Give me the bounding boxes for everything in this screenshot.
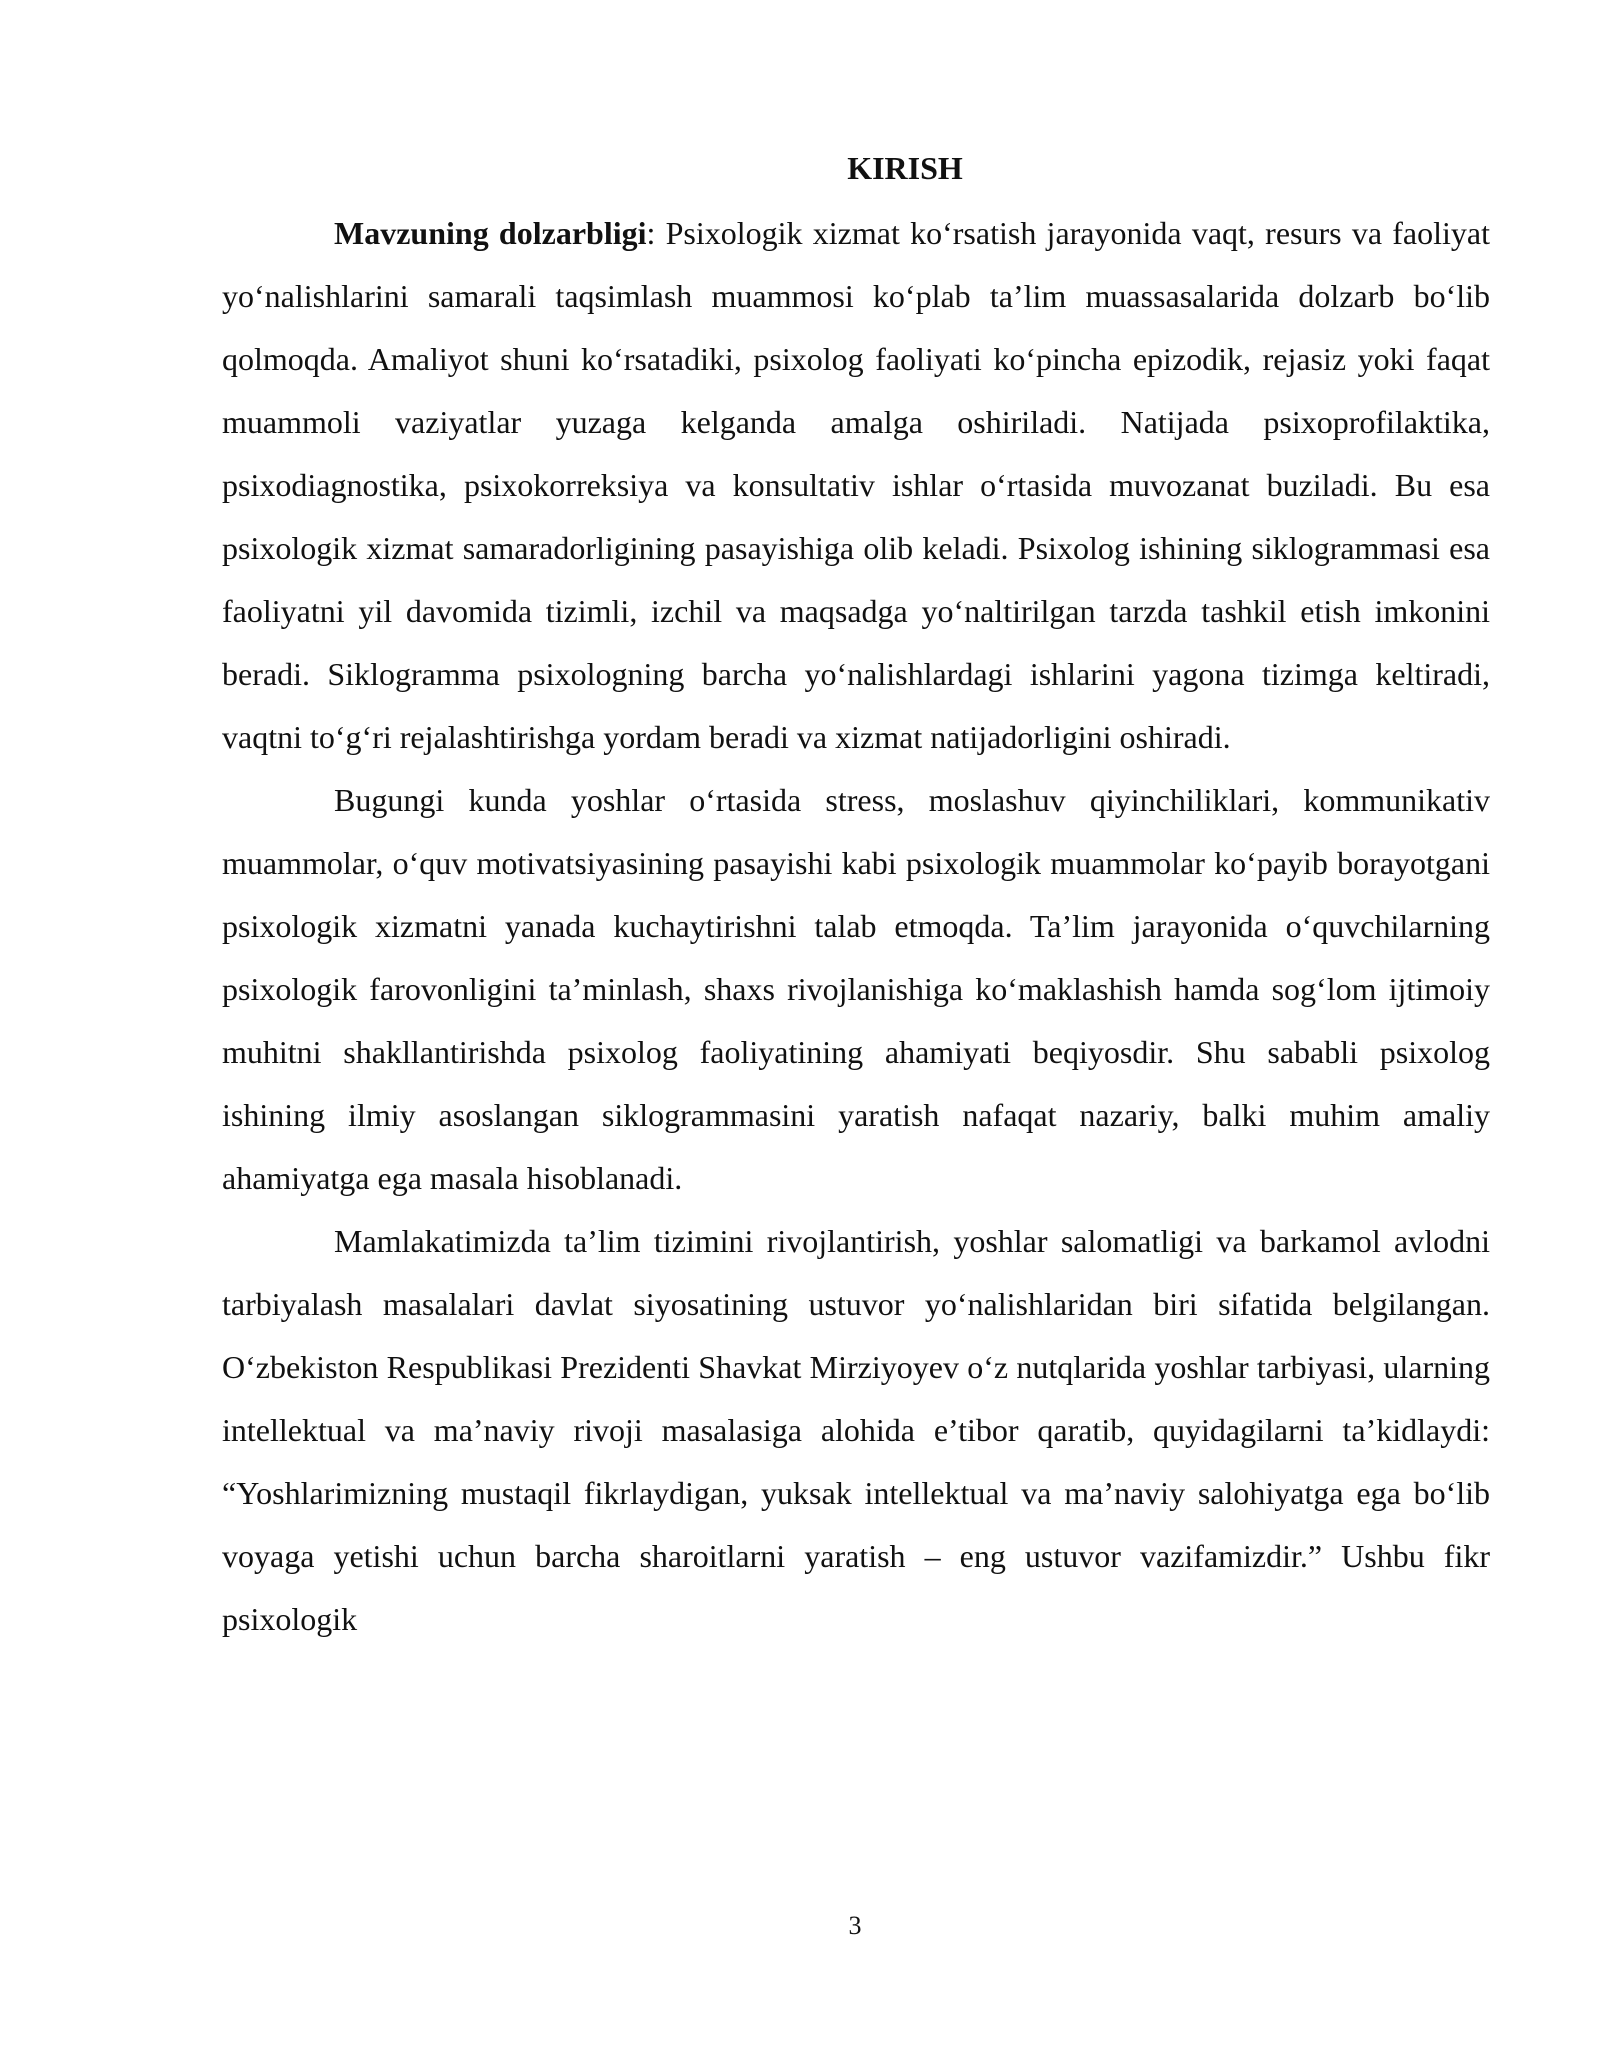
paragraph-2: Bugungi kunda yoshlar o‘rtasida stress, moslashuv qiyinchiliklari, kommunikativ muammolar, o‘quv motivatsiyasining pasayishi kabi psixologik muammolar ko‘payib borayotgani psixologik xizmatni yanada kuchaytirishni talab etmoqda. Ta’lim jarayonida o‘quvchilarning psixologik farovonligini ta’minlash, shaxs rivojlanishiga ko‘maklashish hamda sog‘lom ijtimoiy muhitni shakllantirishda psixolog faoliyatining ahamiyati beqiyosdir. Shu sababli psixolog ishining ilmiy asoslangan siklogrammasini yaratish nafaqat nazariy, balki muhim amaliy ahamiyatga ega masala hisoblanadi. [222, 782, 1490, 1196]
paragraph-3: Mamlakatimizda ta’lim tizimini rivojlantirish, yoshlar salomatligi va barkamol avlodni tarbiyalash masalalari davlat siyosatining ustuvor yo‘nalishlaridan biri sifatida belgilangan. O‘zbekiston Respublikasi Prezidenti Shavkat Mirziyoyev o‘z nutqlarida yoshlar tarbiyasi, ularning intellektual va ma’naviy rivoji masalasiga alohida e’tibor qaratib, quyidagilarni ta’kidlaydi: “Yoshlarimizning mustaqil fikrlaydigan, yuksak intellektual va ma’naviy salohiyatga ega bo‘lib voyaga yetishi uchun barcha sharoitlarni yaratish – eng ustuvor vazifamizdir.” Ushbu fikr psixologik [222, 1223, 1490, 1637]
paragraph-1 [222, 202, 1490, 769]
page-number: 3 [848, 1911, 862, 1940]
paragraph-1-text: : Psixologik xizmat ko‘rsatish jarayonida vaqt, resurs va faoliyat yo‘nalishlarini samarali taqsimlash muammosi ko‘plab ta’lim muassasalarida dolzarb bo‘lib qolmoqda. Amaliyot shuni ko‘rsatadiki, psixolog faoliyati ko‘pincha epizodik, rejasiz yoki faqat muammoli vaziyatlar yuzaga kelganda amalga oshiriladi. Natijada psixoprofilaktika, psixodiagnostika, psixokorreksiya va konsultativ ishlar o‘rtasida muvozanat buziladi. Bu esa psixologik xizmat samaradorligining pasayishiga olib keladi. Psixolog ishining siklogrammasi esa faoliyatni yil davomida tizimli, izchil va maqsadga yo‘naltirilgan tarzda tashkil etish imkonini beradi. Siklogramma psixologning barcha yo‘nalishlardagi ishlarini yagona tizimga keltiradi, vaqtni to‘g‘ri rejalashtirishga yordam beradi va xizmat natijadorligini oshiradi. [222, 215, 1491, 755]
paragraph-lead-bold: Mavzuning dolzarbligi [334, 215, 647, 251]
body-text [222, 202, 1490, 1651]
section-heading: KIRISH [847, 150, 963, 186]
